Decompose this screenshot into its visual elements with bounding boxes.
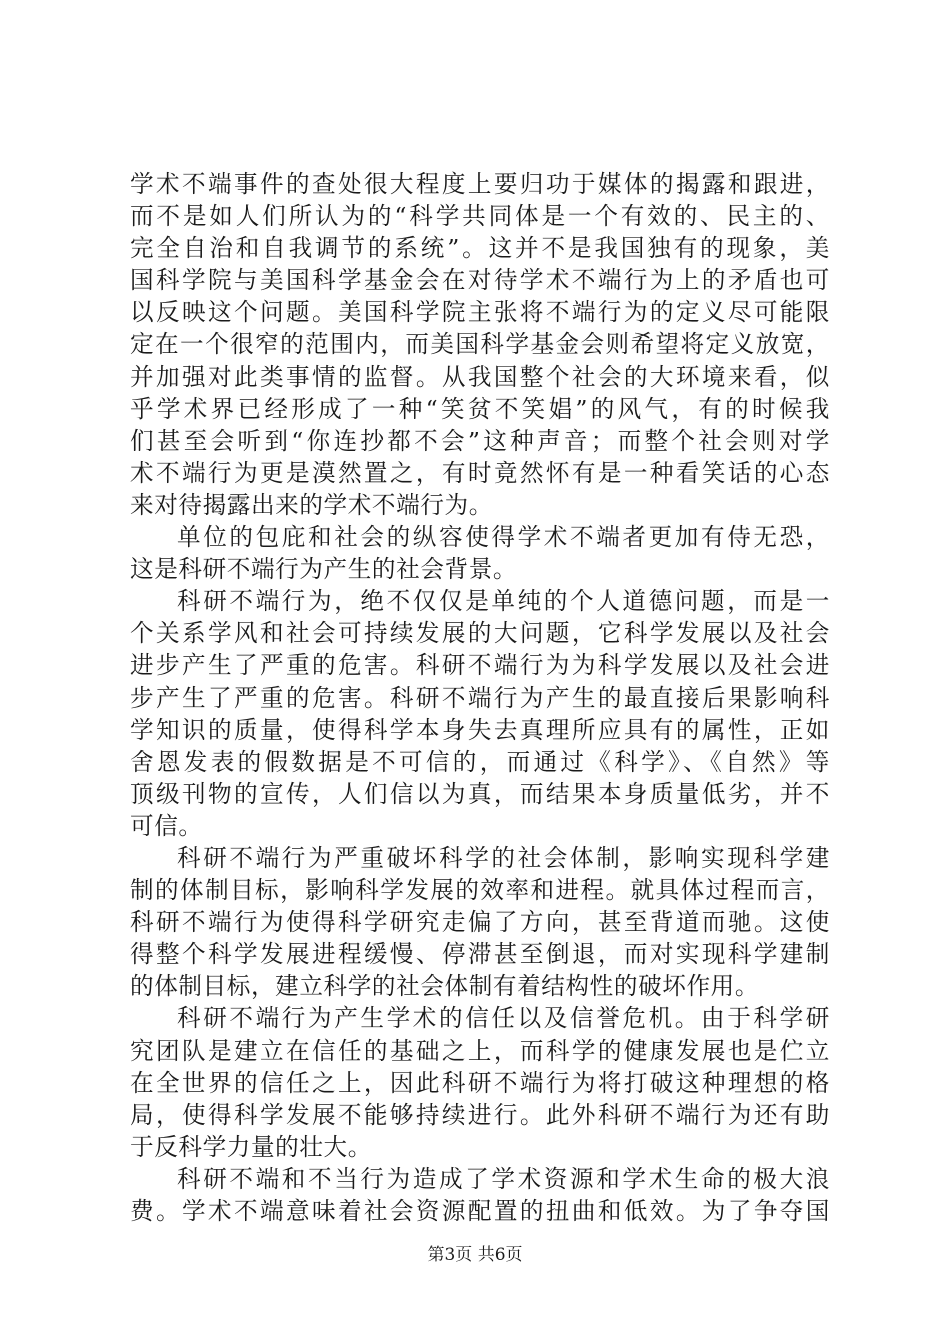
paragraph-first-line: 科研不端行为，绝不仅仅是单纯的个人道德问题，而是一	[177, 587, 830, 616]
text-line: 完全自治和自我调节的系统”。这并不是我国独有的现象，美	[130, 234, 830, 263]
paragraph-first-line: 科研不端和不当行为造成了学术资源和学术生命的极大浪	[177, 1164, 830, 1193]
page-number-footer: 第3页 共6页	[427, 1245, 523, 1265]
text-line: 究团队是建立在信任的基础之上，而科学的健康发展也是伫立	[130, 1036, 830, 1065]
text-line: 国科学院与美国科学基金会在对待学术不端行为上的矛盾也可	[130, 266, 830, 295]
text-line: 得整个科学发展进程缓慢、停滞甚至倒退，而对实现科学建制	[130, 940, 830, 969]
text-line: 并加强对此类事情的监督。从我国整个社会的大环境来看，似	[130, 362, 830, 391]
paragraph-first-line: 科研不端行为产生学术的信任以及信誉危机。由于科学研	[177, 1004, 830, 1033]
text-line: 进步产生了严重的危害。科研不端行为为科学发展以及社会进	[130, 651, 830, 680]
text-line: 术不端行为更是漠然置之，有时竟然怀有是一种看笑话的心态	[130, 458, 830, 487]
text-line: 这是科研不端行为产生的社会背景。	[130, 555, 518, 584]
text-line: 于反科学力量的壮大。	[130, 1132, 372, 1161]
text-line: 步产生了严重的危害。科研不端行为产生的最直接后果影响科	[130, 683, 830, 712]
text-line: 定在一个很窄的范围内，而美国科学基金会则希望将定义放宽，	[130, 330, 830, 359]
text-line: 们甚至会听到“你连抄都不会”这种声音；而整个社会则对学	[130, 426, 830, 455]
text-line: 乎学术界已经形成了一种“笑贫不笑娼”的风气，有的时候我	[130, 394, 830, 423]
text-line: 以反映这个问题。美国科学院主张将不端行为的定义尽可能限	[130, 298, 830, 327]
text-line: 科研不端行为使得科学研究走偏了方向，甚至背道而驰。这使	[130, 908, 830, 937]
paragraph-first-line: 科研不端行为严重破坏科学的社会体制，影响实现科学建	[177, 843, 830, 872]
text-line: 来对待揭露出来的学术不端行为。	[130, 490, 493, 519]
body-text	[130, 168, 830, 1227]
text-line: 学术不端事件的查处很大程度上要归功于媒体的揭露和跟进，	[130, 170, 830, 198]
text-line: 顶级刊物的宣传，人们信以为真，而结果本身质量低劣，并不	[130, 779, 830, 808]
text-line: 制的体制目标，影响科学发展的效率和进程。就具体过程而言，	[130, 876, 830, 905]
text-line: 个关系学风和社会可持续发展的大问题，它科学发展以及社会	[130, 619, 830, 648]
text-line: 可信。	[130, 811, 203, 840]
text-line: 的体制目标，建立科学的社会体制有着结构性的破坏作用。	[130, 972, 760, 1001]
paragraph-first-line: 单位的包庇和社会的纵容使得学术不端者更加有侍无恐，	[177, 523, 830, 552]
text-line: 而不是如人们所认为的“科学共同体是一个有效的、民主的、	[130, 202, 830, 231]
text-line: 局，使得科学发展不能够持续进行。此外科研不端行为还有助	[130, 1100, 830, 1129]
text-line: 费。学术不端意味着社会资源配置的扭曲和低效。为了争夺国	[130, 1197, 830, 1225]
text-line: 在全世界的信任之上，因此科研不端行为将打破这种理想的格	[130, 1068, 830, 1097]
text-line: 舍恩发表的假数据是不可信的，而通过《科学》、《自然》等	[130, 747, 830, 776]
text-line: 学知识的质量，使得科学本身失去真理所应具有的属性，正如	[130, 715, 830, 744]
